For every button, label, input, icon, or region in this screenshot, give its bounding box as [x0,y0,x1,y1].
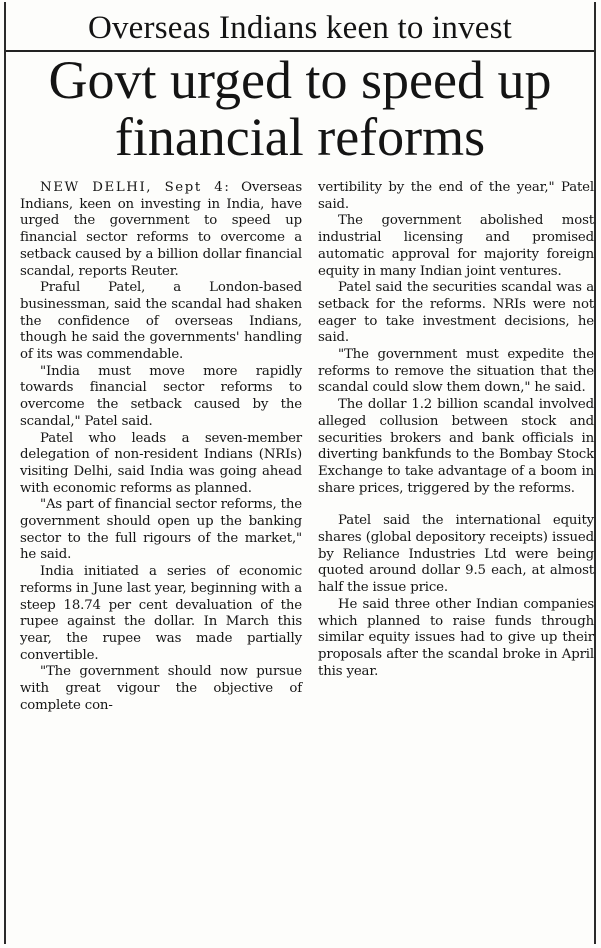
paragraph: "India must move more rapidly towards financial sector reforms to overcome the setback caused by the scandal," Patel said. [20,363,302,429]
paragraph: "As part of financial sector reforms, the government should open up the banking sector to the full rigours of the market," he said. [20,497,302,563]
paragraph: "The government must expedite the reforms to remove the situation that the scandal could slow them down," he said. [318,347,594,396]
paragraph: Praful Patel, a London-based businessman, said the scandal had shaken the confidence of overseas Indians, though he said the governments' handling of its was commendable. [20,280,302,363]
paragraph: Patel said the international equity shares (global depository receipts) issued by Reliance Industries Ltd were being quoted around dollar 9.5 each, at almost half the issue price. [318,513,594,596]
headline-line-2: financial reforms [114,107,486,167]
paragraph-text: Overseas Indians, keen on investing in India, have urged the government to speed up financial sector reforms to overcome a setback caused by a billion dollar financial scandal, reports Reuter. [20,180,302,279]
paragraph: "The government should now pursue with great vigour the objective of complete con- [20,664,302,713]
paragraph: The government abolished most industrial licensing and promised automatic approval for majority foreign equity in many Indian joint ventures. [318,213,594,279]
paragraph-continued: vertibility by the end of the year," Patel said. [318,180,594,212]
headline-line-1: Govt urged to speed up [48,50,552,110]
paragraph [20,180,302,280]
paragraph: Patel said the securities scandal was a setback for the reforms. NRIs were not eager to take investment decisions, he said. [318,280,594,346]
left-column [20,180,302,715]
paragraph: India initiated a series of economic reforms in June last year, beginning with a steep 18.74 per cent devaluation of the rupee against the dollar. In March this year, the rupee was made partially convertible. [20,564,302,663]
right-column [318,180,594,680]
main-headline [6,52,594,166]
dateline: NEW DELHI, Sept 4: [40,180,231,195]
paragraph: He said three other Indian companies which planned to raise funds through similar equity issues had to give up their proposals after the scandal broke in April this year. [318,596,594,679]
paragraph: The dollar 1.2 billion scandal involved alleged collusion between stock and securities brokers and bank officials in diverting bankfunds to the Bombay Stock Exchange to take advantage of a boom in share prices, triggered by the reforms. [318,397,594,496]
kicker-headline: Overseas Indians keen to invest [87,10,513,46]
paragraph: Patel who leads a seven-member delegation of non-resident Indians (NRIs) visiting Delhi, said India was going ahead with economic reforms as planned. [20,430,302,496]
